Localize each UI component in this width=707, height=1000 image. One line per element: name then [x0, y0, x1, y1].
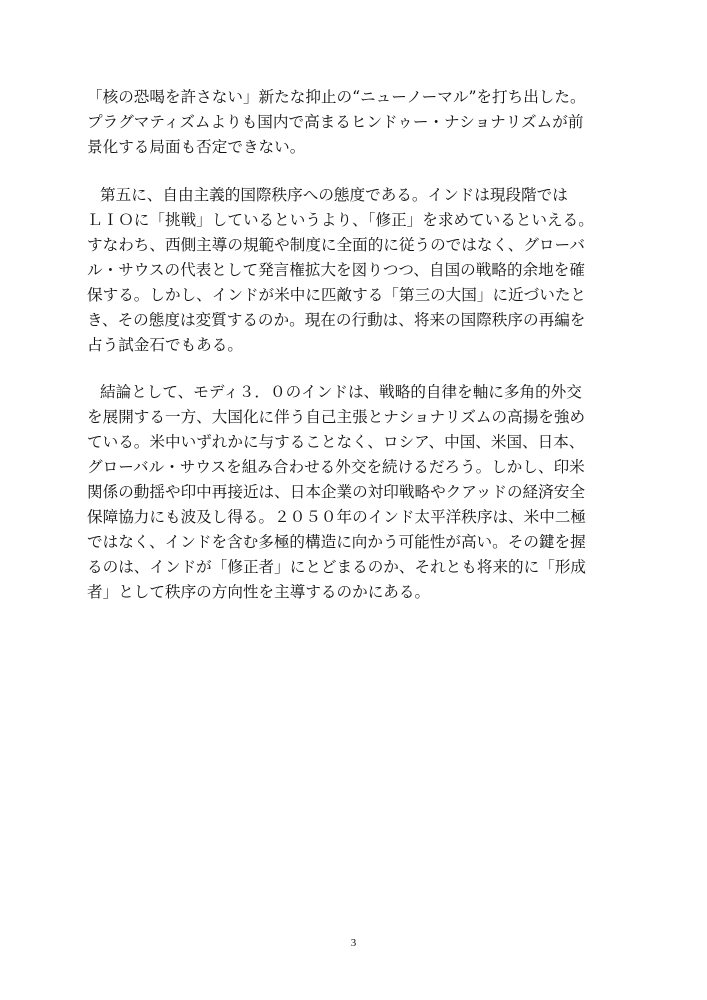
- text-line: ＬＩＯに「挑戦」しているというより、「修正」を求めているといえる。: [87, 211, 594, 229]
- text-line: グローバル・サウスを組み合わせる外交を続けるだろう。しかし、印米: [87, 458, 585, 476]
- text-line: 関係の動揺や印中再接近は、日本企業の対印戦略やクアッドの経済安全: [87, 483, 585, 501]
- text-line: 景化する局面も否定できない。: [87, 138, 306, 156]
- text-line: 結論として、モディ３．０のインドは、戦略的自律を軸に多角的外交: [100, 383, 582, 401]
- text-line: ている。米中いずれかに与することなく、ロシア、中国、米国、日本、: [87, 433, 585, 451]
- text-line: 保する。しかし、インドが米中に匹敵する「第三の大国」に近づいたと: [87, 286, 587, 304]
- text-line: 占う試金石でもある。: [87, 336, 243, 354]
- text-line: を展開する一方、大国化に伴う自己主張とナショナリズムの高揚を強め: [87, 408, 586, 426]
- text-line: ではなく、インドを含む多極的構造に向かう可能性が高い。その鍵を握: [87, 533, 586, 551]
- text-line: き、その態度は変質するのか。現在の行動は、将来の国際秩序の再編を: [87, 311, 586, 329]
- text-line: 第五に、自由主義的国際秩序への態度である。インドは現段階では: [100, 186, 568, 204]
- text-line: プラグマティズムよりも国内で高まるヒンドゥー・ナショナリズムが前: [87, 113, 584, 131]
- text-line: ル・サウスの代表として発言権拡大を図りつつ、自国の戦略的余地を確: [87, 261, 585, 279]
- page-number: 3: [350, 937, 357, 949]
- text-line: 「核の恐喝を許さない」新たな抑止の“ニューノーマル”を打ち出した。: [87, 88, 586, 106]
- text-line: 保障協力にも波及し得る。２０５０年のインド太平洋秩序は、米中二極: [87, 508, 587, 526]
- text-line: 者」として秩序の方向性を主導するのかにある。: [87, 583, 431, 601]
- text-line: るのは、インドが「修正者」にとどまるのか、それとも将来的に「形成: [87, 558, 587, 576]
- text-line: すなわち、西側主導の規範や制度に全面的に従うのではなく、グローバ: [87, 236, 585, 254]
